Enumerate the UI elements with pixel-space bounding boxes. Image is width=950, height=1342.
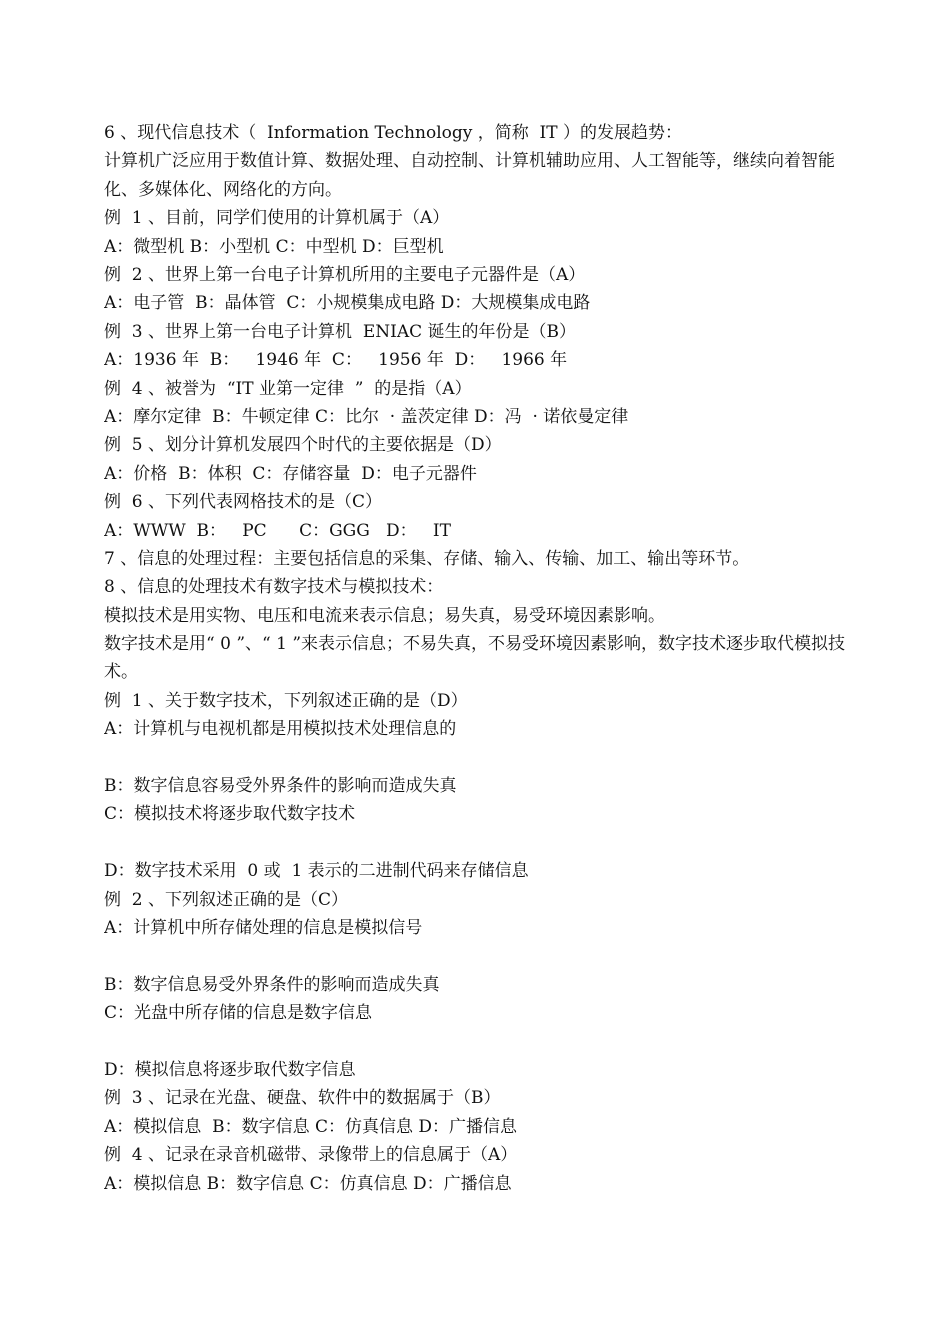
example-question: 例 3 、世界上第一台电子计算机 ENIAC 诞生的年份是（B） — [104, 321, 577, 342]
answer-options: A：模拟信息 B：数字信息 C：仿真信息 D：广播信息 — [104, 1116, 518, 1137]
paragraph: 模拟技术是用实物、电压和电流来表示信息；易失真，易受环境因素影响。 — [104, 605, 665, 626]
blank-line — [104, 1028, 848, 1056]
answer-options: A：微型机 B：小型机 C：中型机 D：巨型机 — [104, 236, 444, 257]
answer-options: A：WWW B： PC C：GGG D： IT — [104, 520, 451, 541]
answer-options: A：电子管 B：晶体管 C：小规模集成电路 D：大规模集成电路 — [104, 293, 591, 314]
blank-line — [104, 942, 848, 970]
answer-options: A：价格 B：体积 C：存储容量 D：电子元器件 — [104, 463, 477, 484]
example-question: 例 5 、划分计算机发展四个时代的主要依据是（D） — [104, 435, 502, 456]
answer-option: A：计算机中所存储处理的信息是模拟信号 — [104, 918, 423, 938]
example-question: 例 2 、下列叙述正确的是（C） — [104, 889, 349, 910]
example-question: 例 6 、下列代表网格技术的是（C） — [104, 492, 383, 513]
answer-options: A：1936 年 B： 1946 年 C： 1956 年 D： 1966 年 — [104, 350, 568, 371]
answer-option: A：计算机与电视机都是用模拟技术处理信息的 — [104, 719, 457, 740]
answer-option: D：模拟信息将逐步取代数字信息 — [104, 1059, 356, 1080]
paragraph: 数字技术是用“ 0 ”、“ 1 ”来表示信息；不易失真，不易受环境因素影响，数字技术逐步取代模拟技术。 — [104, 634, 846, 683]
answer-options: A：模拟信息 B：数字信息 C：仿真信息 D：广播信息 — [104, 1173, 512, 1194]
answer-option: C：光盘中所存储的信息是数字信息 — [104, 1003, 373, 1024]
blank-line — [104, 744, 848, 772]
document-body — [104, 119, 848, 1198]
answer-option: D：数字技术采用 0 或 1 表示的二进制代码来存储信息 — [104, 861, 529, 882]
answer-option: C：模拟技术将逐步取代数字技术 — [104, 804, 356, 825]
example-question: 例 1 、关于数字技术，下列叙述正确的是（D） — [104, 690, 468, 711]
section-heading: 7 、信息的处理过程：主要包括信息的采集、存储、输入、传输、加工、输出等环节。 — [104, 548, 750, 569]
section-heading: 6 、现代信息技术（ Information Technology ，简称 IT ）的发展趋势： — [104, 123, 683, 143]
answer-options: A：摩尔定律 B：牛顿定律 C：比尔 · 盖茨定律 D：冯 · 诺依曼定律 — [104, 406, 629, 427]
paragraph: 计算机广泛应用于数值计算、数据处理、自动控制、计算机辅助应用、人工智能等，继续向着智能化、多媒体化、网络化的方向。 — [104, 151, 835, 200]
section-heading: 8 、信息的处理技术有数字技术与模拟技术： — [104, 577, 444, 598]
example-question: 例 2 、世界上第一台电子计算机所用的主要电子元器件是（A） — [104, 264, 586, 285]
answer-option: B：数字信息易受外界条件的影响而造成失真 — [104, 974, 440, 995]
answer-option: B：数字信息容易受外界条件的影响而造成失真 — [104, 776, 457, 797]
example-question: 例 4 、被誉为 “IT 业第一定律 ” 的是指（A） — [104, 378, 472, 399]
example-question: 例 3 、记录在光盘、硬盘、软件中的数据属于（B） — [104, 1088, 501, 1109]
example-question: 例 4 、记录在录音机磁带、录像带上的信息属于（A） — [104, 1145, 518, 1166]
blank-line — [104, 829, 848, 857]
example-question: 例 1 、目前，同学们使用的计算机属于（A） — [104, 208, 450, 229]
